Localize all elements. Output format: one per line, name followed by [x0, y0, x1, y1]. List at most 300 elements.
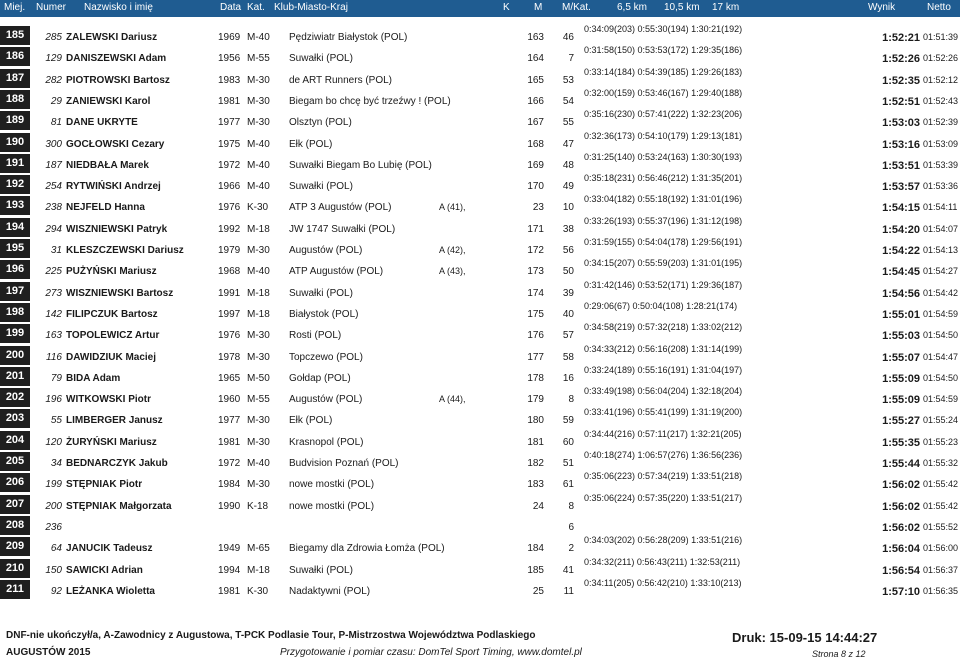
- row-splits: 0:34:11(205) 0:56:42(210) 1:33:10(213): [584, 577, 742, 588]
- row-cat: M-18: [247, 564, 270, 576]
- row-splits: 0:31:59(155) 0:54:04(178) 1:29:56(191): [584, 237, 743, 247]
- row-year: 1968: [218, 266, 241, 278]
- row-cat: M-65: [247, 543, 270, 555]
- page-number: Strona 8 z 12: [812, 649, 866, 659]
- table-row: [0, 239, 960, 260]
- row-k: 170: [527, 181, 544, 193]
- row-year: 1997: [218, 308, 241, 320]
- row-splits: 0:34:09(203) 0:55:30(194) 1:30:21(192): [584, 24, 743, 34]
- row-m: 48: [562, 159, 574, 171]
- row-bib: 81: [50, 117, 62, 129]
- row-k: 166: [527, 95, 544, 107]
- row-splits: 0:35:18(231) 0:56:46(212) 1:31:35(201): [584, 173, 743, 184]
- col-bib: Numer: [36, 2, 67, 13]
- row-netto: 01:54:11: [923, 202, 958, 213]
- row-netto: 01:55:24: [923, 415, 959, 426]
- row-sub: A (42),: [439, 245, 466, 255]
- row-name: SAWICKI Adrian: [66, 564, 143, 576]
- row-cat: K-18: [247, 500, 269, 512]
- row-club: Białystok (POL): [289, 308, 359, 320]
- row-club: nowe mostki (POL): [289, 479, 375, 491]
- col-k: K: [503, 2, 510, 13]
- row-club: Suwałki (POL): [289, 53, 353, 65]
- row-year: 1969: [218, 32, 241, 43]
- table-row: [0, 26, 960, 47]
- row-cat: M-50: [247, 372, 270, 384]
- row-splits: 0:34:44(216) 0:57:11(217) 1:32:21(205): [584, 428, 742, 439]
- row-name: RYTWIŃSKI Andrzej: [66, 181, 161, 193]
- row-m: 40: [562, 308, 574, 320]
- row-year: 1960: [218, 394, 241, 406]
- row-m: 46: [562, 32, 574, 43]
- row-k: 176: [527, 330, 544, 342]
- row-name: TOPOLEWICZ Artur: [66, 330, 160, 342]
- col-netto: Netto: [927, 2, 951, 13]
- row-cat: M-40: [247, 181, 270, 193]
- row-cat: M-30: [247, 117, 270, 129]
- row-result: 1:56:02: [882, 500, 920, 513]
- row-k: 167: [527, 117, 544, 129]
- row-m: 8: [568, 500, 574, 512]
- timing-credit: Przygotowanie i pomiar czasu: DomTel Sport Timing, www.domtel.pl: [280, 647, 582, 658]
- row-splits: 0:32:00(159) 0:53:46(167) 1:29:40(188): [584, 87, 743, 98]
- row-place: 187: [0, 69, 30, 88]
- row-bib: 79: [50, 372, 62, 384]
- row-club: Rosti (POL): [289, 330, 342, 342]
- row-bib: 31: [50, 245, 62, 256]
- row-year: 1984: [218, 479, 241, 491]
- row-place: 203: [0, 409, 30, 428]
- row-name: JANUCIK Tadeusz: [66, 543, 153, 555]
- table-row: [0, 537, 960, 558]
- row-year: 1972: [218, 159, 241, 171]
- row-netto: 01:51:39: [923, 32, 959, 42]
- table-row: [0, 215, 960, 239]
- row-splits: 0:34:32(211) 0:56:43(211) 1:32:53(211): [584, 556, 741, 567]
- table-row: [0, 428, 960, 452]
- row-place: 192: [0, 175, 30, 194]
- row-club: Suwałki (POL): [289, 564, 353, 576]
- row-result: 1:54:20: [882, 223, 920, 236]
- row-bib: 225: [45, 266, 62, 278]
- row-splits: 0:31:42(146) 0:53:52(171) 1:29:36(187): [584, 279, 743, 290]
- col-year: Data: [220, 2, 242, 13]
- row-result: 1:55:09: [882, 394, 920, 407]
- col-name: Nazwisko i imię: [84, 2, 153, 13]
- row-name: WISZNIEWSKI Bartosz: [66, 287, 174, 299]
- row-cat: M-30: [247, 479, 270, 491]
- row-k: 179: [527, 394, 544, 406]
- row-bib: 196: [45, 394, 62, 406]
- row-sub: A (43),: [439, 266, 466, 277]
- row-name: WITKOWSKI Piotr: [66, 394, 151, 406]
- table-row: [0, 324, 960, 345]
- row-netto: 01:53:39: [923, 159, 959, 170]
- row-place: 204: [0, 431, 30, 450]
- row-bib: 187: [45, 159, 62, 171]
- row-year: 1981: [218, 436, 241, 448]
- row-netto: 01:54:50: [923, 372, 959, 383]
- row-place: 201: [0, 367, 30, 386]
- row-name: BEDNARCZYK Jakub: [66, 458, 168, 469]
- row-result: 1:53:57: [882, 181, 920, 194]
- row-splits: 0:35:06(223) 0:57:34(219) 1:33:51(218): [584, 471, 743, 482]
- row-bib: 285: [45, 32, 62, 43]
- table-row: [0, 473, 960, 494]
- row-place: 205: [0, 452, 30, 471]
- row-year: 1977: [218, 415, 241, 427]
- row-year: 1991: [218, 287, 241, 299]
- table-row: [0, 492, 960, 516]
- row-year: 1966: [218, 181, 241, 193]
- row-place: 186: [0, 47, 30, 66]
- table-row: [0, 47, 960, 68]
- table-row: [0, 452, 960, 473]
- row-year: 1975: [218, 138, 241, 150]
- table-row: [0, 66, 960, 90]
- row-year: 1978: [218, 351, 241, 363]
- row-k: 25: [532, 585, 544, 597]
- row-k: 168: [527, 138, 544, 150]
- row-place: 191: [0, 154, 30, 173]
- row-result: 1:54:56: [882, 287, 920, 300]
- row-splits: 0:34:15(207) 0:55:59(203) 1:31:01(195): [584, 258, 743, 269]
- row-k: 169: [527, 159, 544, 171]
- row-netto: 01:52:39: [923, 117, 959, 128]
- row-netto: 01:54:42: [923, 287, 959, 298]
- row-m: 39: [562, 287, 574, 299]
- row-result: 1:56:02: [882, 479, 920, 492]
- row-year: 1990: [218, 500, 241, 512]
- row-place: 196: [0, 260, 30, 279]
- row-name: DANE UKRYTE: [66, 117, 138, 129]
- row-k: 185: [527, 564, 544, 576]
- row-bib: 34: [50, 458, 62, 469]
- row-netto: 01:56:37: [923, 564, 959, 575]
- row-result: 1:52:21: [882, 32, 920, 44]
- row-netto: 01:54:59: [923, 308, 959, 319]
- table-row: [0, 388, 960, 409]
- row-cat: M-40: [247, 458, 270, 469]
- row-name: GOCŁOWSKI Cezary: [66, 138, 165, 150]
- row-m: 49: [562, 181, 574, 193]
- row-place: 197: [0, 282, 30, 301]
- row-name: NIEDBAŁA Marek: [66, 159, 149, 171]
- row-result: 1:54:45: [882, 266, 920, 279]
- row-club: Augustów (POL): [289, 394, 363, 406]
- row-m: 2: [568, 543, 574, 555]
- col-split3: 17 km: [712, 2, 740, 13]
- row-bib: 142: [45, 308, 62, 320]
- row-m: 56: [562, 245, 574, 256]
- row-m: 61: [562, 479, 574, 491]
- row-splits: 0:33:26(193) 0:55:37(196) 1:31:12(198): [584, 215, 743, 226]
- row-name: STĘPNIAK Piotr: [66, 479, 143, 491]
- row-name: ZALEWSKI Dariusz: [66, 32, 158, 43]
- row-k: 173: [527, 266, 544, 278]
- row-netto: 01:54:07: [923, 223, 959, 234]
- row-club: Suwałki Biegam Bo Lubię (POL): [289, 159, 432, 171]
- row-name: BIDA Adam: [66, 372, 121, 384]
- row-club: Biegamy dla Zdrowia Łomża (POL): [289, 543, 445, 555]
- row-m: 16: [562, 372, 574, 384]
- row-club: Budvision Poznań (POL): [289, 458, 399, 469]
- row-k: 178: [527, 372, 544, 384]
- row-netto: 01:52:43: [923, 95, 959, 106]
- row-name: ŻURYŃSKI Mariusz: [66, 436, 157, 448]
- row-place: 185: [0, 26, 30, 45]
- row-cat: K-30: [247, 585, 269, 597]
- row-result: 1:52:26: [882, 53, 920, 66]
- row-splits: 0:33:04(182) 0:55:18(192) 1:31:01(196): [584, 194, 743, 205]
- row-cat: M-55: [247, 394, 270, 406]
- row-result: 1:52:35: [882, 74, 920, 87]
- row-splits: 0:34:58(219) 0:57:32(218) 1:33:02(212): [584, 322, 743, 333]
- row-name: PIOTROWSKI Bartosz: [66, 74, 170, 86]
- row-netto: 01:55:32: [923, 458, 959, 468]
- row-cat: M-55: [247, 53, 270, 65]
- row-place: 206: [0, 473, 30, 492]
- row-netto: 01:55:52: [923, 521, 959, 532]
- row-place: 198: [0, 303, 30, 322]
- row-k: 177: [527, 351, 544, 363]
- row-name: DAWIDZIUK Maciej: [66, 351, 157, 363]
- row-result: 1:55:44: [882, 458, 920, 470]
- row-result: 1:53:03: [882, 117, 920, 130]
- row-bib: 273: [45, 287, 62, 299]
- row-netto: 01:53:36: [923, 181, 959, 192]
- row-splits: 0:34:33(212) 0:56:16(208) 1:31:14(199): [584, 343, 743, 354]
- row-year: 1994: [218, 564, 241, 576]
- row-netto: 01:53:09: [923, 138, 959, 149]
- table-row: [0, 409, 960, 430]
- row-splits: 0:33:41(196) 0:55:41(199) 1:31:19(200): [584, 407, 743, 418]
- row-splits: 0:29:06(67) 0:50:04(108) 1:28:21(174): [584, 300, 738, 311]
- row-splits: 0:35:16(230) 0:57:41(222) 1:32:23(206): [584, 109, 743, 120]
- row-k: 171: [527, 223, 544, 235]
- row-club: Pędziwiatr Białystok (POL): [289, 32, 408, 43]
- row-splits: 0:31:58(150) 0:53:53(172) 1:29:35(186): [584, 45, 743, 56]
- row-result: 1:55:09: [882, 372, 920, 385]
- row-name: FILIPCZUK Bartosz: [66, 308, 158, 320]
- row-result: 1:57:10: [882, 585, 920, 598]
- row-result: 1:55:03: [882, 330, 920, 343]
- row-netto: 01:52:26: [923, 53, 959, 64]
- row-place: 195: [0, 239, 30, 258]
- table-row: [0, 279, 960, 303]
- row-club: Krasnopol (POL): [289, 436, 364, 448]
- row-m: 11: [563, 585, 574, 597]
- row-year: 1965: [218, 372, 241, 384]
- row-year: 1949: [218, 543, 241, 555]
- row-k: 183: [527, 479, 544, 491]
- row-splits: 0:35:06(224) 0:57:35(220) 1:33:51(217): [584, 492, 743, 503]
- col-split2: 10,5 km: [664, 2, 700, 13]
- row-club: Augustów (POL): [289, 245, 363, 256]
- row-bib: 64: [50, 543, 62, 555]
- row-place: 188: [0, 90, 30, 109]
- row-k: 165: [527, 74, 544, 86]
- row-cat: M-40: [247, 266, 270, 278]
- col-result: Wynik: [868, 2, 896, 13]
- row-place: 193: [0, 196, 30, 215]
- row-netto: 01:55:23: [923, 436, 959, 447]
- row-netto: 01:52:12: [923, 74, 959, 85]
- col-club: Klub-Miasto-Kraj: [274, 2, 348, 13]
- row-m: 54: [562, 95, 574, 107]
- row-result: 1:56:02: [882, 521, 920, 534]
- row-bib: 199: [45, 479, 62, 491]
- row-netto: 01:54:50: [923, 330, 959, 341]
- row-sub: A (44),: [439, 394, 466, 405]
- row-result: 1:56:04: [882, 543, 920, 556]
- row-m: 53: [562, 74, 574, 86]
- row-bib: 163: [45, 330, 62, 342]
- row-cat: M-30: [247, 95, 270, 107]
- row-netto: 01:54:27: [923, 266, 959, 277]
- row-year: 1981: [218, 585, 241, 597]
- row-cat: M-40: [247, 159, 270, 171]
- table-row: [0, 516, 960, 537]
- row-result: 1:55:01: [882, 308, 920, 321]
- row-cat: M-30: [247, 245, 270, 256]
- row-name: STĘPNIAK Małgorzata: [66, 500, 172, 512]
- row-name: DANISZEWSKI Adam: [66, 53, 167, 65]
- table-row: [0, 260, 960, 281]
- row-splits: 0:31:25(140) 0:53:24(163) 1:30:30(193): [584, 151, 743, 162]
- row-year: 1979: [218, 245, 241, 256]
- row-bib: 116: [46, 351, 62, 363]
- row-cat: M-40: [247, 32, 270, 43]
- row-cat: M-30: [247, 351, 270, 363]
- row-place: 210: [0, 559, 30, 578]
- row-splits: 0:33:24(189) 0:55:16(191) 1:31:04(197): [584, 364, 743, 375]
- row-bib: 200: [45, 500, 62, 512]
- row-cat: M-30: [247, 330, 270, 342]
- row-k: 163: [527, 32, 544, 43]
- row-year: 1992: [218, 223, 241, 235]
- row-club: ATP Augustów (POL): [289, 266, 384, 278]
- row-cat: M-30: [247, 415, 270, 427]
- row-bib: 236: [45, 521, 62, 533]
- row-m: 50: [562, 266, 574, 278]
- row-m: 47: [562, 138, 574, 150]
- col-place: Miej.: [4, 2, 26, 13]
- row-club: Olsztyn (POL): [289, 117, 352, 129]
- col-split1: 6,5 km: [617, 2, 648, 13]
- row-bib: 282: [45, 74, 62, 86]
- row-result: 1:54:22: [882, 245, 920, 257]
- row-result: 1:54:15: [882, 202, 920, 215]
- row-bib: 150: [45, 564, 62, 576]
- legend-text: DNF-nie ukończył/a, A-Zawodnicy z Augustowa, T-PCK Podlasie Tour, P-Mistrzostwa Województwa Podlaskiego: [6, 630, 536, 641]
- row-splits: 0:40:18(274) 1:06:57(276) 1:36:56(236): [584, 450, 743, 460]
- row-place: 189: [0, 111, 30, 130]
- row-name: ZANIEWSKI Karol: [66, 95, 151, 107]
- row-netto: 01:56:00: [923, 543, 959, 554]
- row-cat: M-18: [247, 287, 270, 299]
- row-m: 57: [562, 330, 574, 342]
- row-k: 174: [527, 287, 544, 299]
- row-result: 1:52:51: [882, 95, 920, 108]
- row-netto: 01:54:13: [923, 245, 959, 255]
- row-result: 1:55:35: [882, 436, 920, 449]
- row-club: Gołdap (POL): [289, 372, 351, 384]
- row-year: 1956: [218, 53, 241, 65]
- row-k: 164: [527, 53, 544, 65]
- row-splits: 0:32:36(173) 0:54:10(179) 1:29:13(181): [584, 130, 743, 141]
- row-year: 1977: [218, 117, 241, 129]
- row-splits: 0:33:49(198) 0:56:04(204) 1:32:18(204): [584, 386, 743, 397]
- row-club: nowe mostki (POL): [289, 500, 375, 512]
- row-splits: 0:34:03(202) 0:56:28(209) 1:33:51(216): [584, 535, 743, 546]
- row-result: 1:56:54: [882, 564, 920, 577]
- table-row: [0, 364, 960, 388]
- row-k: 184: [527, 543, 544, 555]
- row-club: Suwałki (POL): [289, 181, 353, 193]
- row-club: JW 1747 Suwałki (POL): [289, 223, 396, 235]
- row-netto: 01:56:35: [923, 585, 959, 596]
- row-bib: 92: [50, 585, 62, 597]
- row-club: Topczewo (POL): [289, 351, 363, 363]
- row-name: KLESZCZEWSKI Dariusz: [66, 245, 184, 256]
- row-name: PUŻYŃSKI Mariusz: [66, 266, 157, 278]
- row-name: LIMBERGER Janusz: [66, 415, 163, 427]
- table-row: [0, 300, 960, 324]
- row-name: WISZNIEWSKI Patryk: [66, 223, 168, 235]
- row-k: 24: [532, 500, 544, 512]
- column-header-bar: [0, 0, 960, 17]
- row-place: 211: [0, 580, 30, 599]
- row-place: 199: [0, 324, 30, 343]
- row-netto: 01:54:47: [923, 351, 959, 362]
- table-row: [0, 556, 960, 580]
- row-m: 51: [562, 458, 574, 469]
- row-cat: M-18: [247, 223, 270, 235]
- row-place: 194: [0, 218, 30, 237]
- row-place: 209: [0, 537, 30, 556]
- table-row: [0, 577, 960, 601]
- row-k: 182: [527, 458, 544, 469]
- row-k: 23: [532, 202, 544, 214]
- row-k: 181: [527, 436, 544, 448]
- row-bib: 254: [45, 181, 62, 193]
- row-name: LEŻANKA Wioletta: [66, 585, 155, 597]
- row-sub: A (41),: [439, 202, 466, 213]
- row-m: 59: [562, 415, 574, 427]
- row-netto: 01:55:42: [923, 500, 959, 511]
- row-k: 180: [527, 415, 544, 427]
- row-m: 8: [568, 394, 574, 406]
- row-m: 38: [562, 223, 574, 235]
- row-result: 1:53:16: [882, 138, 920, 151]
- row-name: NEJFELD Hanna: [66, 202, 145, 214]
- col-mkat: M/Kat.: [562, 2, 591, 13]
- row-place: 190: [0, 133, 30, 152]
- row-bib: 120: [45, 436, 62, 448]
- row-cat: M-40: [247, 138, 270, 150]
- row-year: 1976: [218, 330, 241, 342]
- row-m: 60: [562, 436, 574, 448]
- row-club: Nadaktywni (POL): [289, 585, 371, 597]
- row-k: 172: [527, 245, 544, 256]
- row-bib: 29: [50, 95, 62, 107]
- row-m: 7: [568, 53, 574, 65]
- table-row: [0, 196, 960, 217]
- row-year: 1981: [218, 95, 241, 107]
- row-cat: M-30: [247, 74, 270, 86]
- row-club: Ełk (POL): [289, 138, 333, 150]
